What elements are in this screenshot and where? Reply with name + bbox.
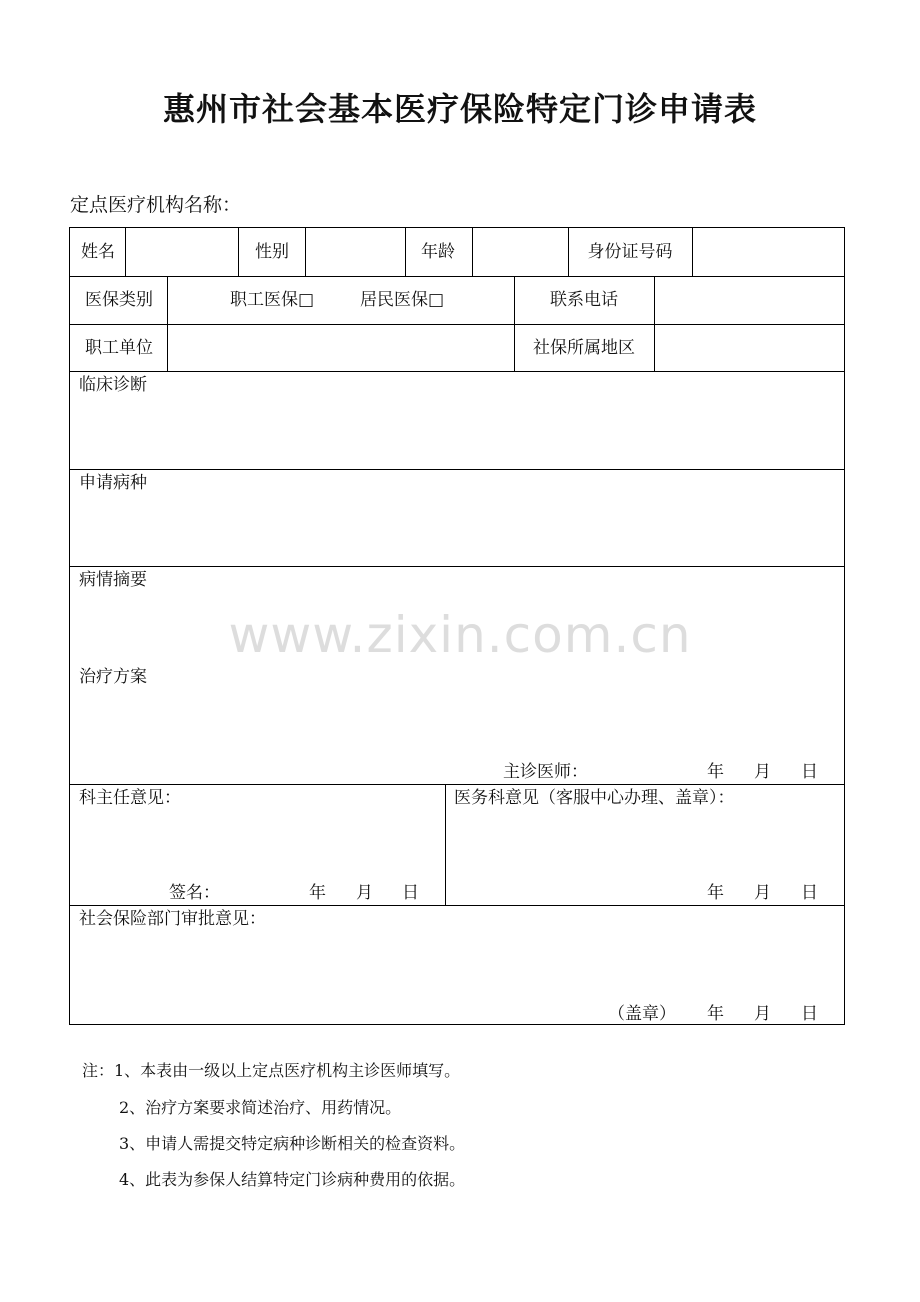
row-divider: [70, 784, 844, 785]
medical-affairs-opinion-label: 医务科意见（客服中心办理、盖章）：: [454, 788, 735, 808]
note-item: 注：1、本表由一级以上定点医疗机构主诊医师填写。: [82, 1061, 461, 1080]
date-month: 月: [754, 762, 771, 782]
gender-label: 性别: [255, 242, 289, 262]
resident-insurance-checkbox[interactable]: 居民医保□: [360, 290, 445, 310]
phone-label: 联系电话: [550, 290, 618, 310]
employer-field[interactable]: [168, 327, 513, 369]
attending-doctor-label: 主诊医师：: [503, 762, 588, 782]
name-field[interactable]: [126, 231, 237, 273]
seal-label: （盖章）: [608, 1004, 676, 1024]
insurance-type-label: 医保类别: [85, 290, 153, 310]
disease-applied-field[interactable]: [79, 496, 839, 562]
date-day: 日: [801, 1004, 818, 1024]
row-divider: [70, 905, 844, 906]
form-title: 惠州市社会基本医疗保险特定门诊申请表: [162, 90, 757, 128]
condition-summary-label: 病情摘要: [79, 570, 147, 590]
signature-label: 签名：: [169, 883, 220, 903]
id-number-field[interactable]: [693, 231, 843, 273]
clinical-diagnosis-label: 临床诊断: [79, 375, 147, 395]
date-month: 月: [754, 1004, 771, 1024]
social-security-dept-opinion-label: 社会保险部门审批意见：: [79, 909, 266, 929]
col-divider: [405, 228, 406, 276]
row-divider: [70, 276, 844, 277]
age-field[interactable]: [473, 231, 567, 273]
note-item: 2、治疗方案要求简述治疗、用药情况。: [119, 1098, 402, 1117]
employer-label: 职工单位: [85, 338, 153, 358]
col-divider: [514, 276, 515, 371]
watermark: www.zixin.com.cn: [228, 606, 692, 664]
note-item: 3、申请人需提交特定病种诊断相关的检查资料。: [119, 1134, 466, 1153]
col-divider: [238, 228, 239, 276]
dept-head-opinion-label: 科主任意见：: [79, 788, 181, 808]
disease-applied-label: 申请病种: [79, 473, 147, 493]
institution-name-label: 定点医疗机构名称：: [70, 194, 242, 216]
date-day: 日: [801, 762, 818, 782]
date-year: 年: [707, 1004, 724, 1024]
employee-insurance-checkbox[interactable]: 职工医保□: [230, 290, 315, 310]
name-label: 姓名: [81, 242, 115, 262]
region-field[interactable]: [655, 327, 843, 369]
age-label: 年龄: [421, 242, 455, 262]
date-day: 日: [402, 883, 419, 903]
date-year: 年: [309, 883, 326, 903]
id-number-label: 身份证号码: [587, 242, 673, 262]
date-year: 年: [707, 883, 724, 903]
treatment-plan-label: 治疗方案: [79, 667, 147, 687]
clinical-diagnosis-field[interactable]: [79, 398, 839, 464]
row-divider: [70, 371, 844, 372]
row-divider: [70, 566, 844, 567]
phone-field[interactable]: [655, 279, 843, 321]
note-item: 4、此表为参保人结算特定门诊病种费用的依据。: [119, 1170, 466, 1189]
date-day: 日: [801, 883, 818, 903]
col-divider: [568, 228, 569, 276]
row-divider: [70, 469, 844, 470]
date-month: 月: [356, 883, 373, 903]
row-divider: [70, 324, 844, 325]
date-year: 年: [707, 762, 724, 782]
gender-field[interactable]: [306, 231, 404, 273]
region-label: 社保所属地区: [533, 338, 635, 358]
date-month: 月: [754, 883, 771, 903]
col-divider: [445, 784, 446, 905]
